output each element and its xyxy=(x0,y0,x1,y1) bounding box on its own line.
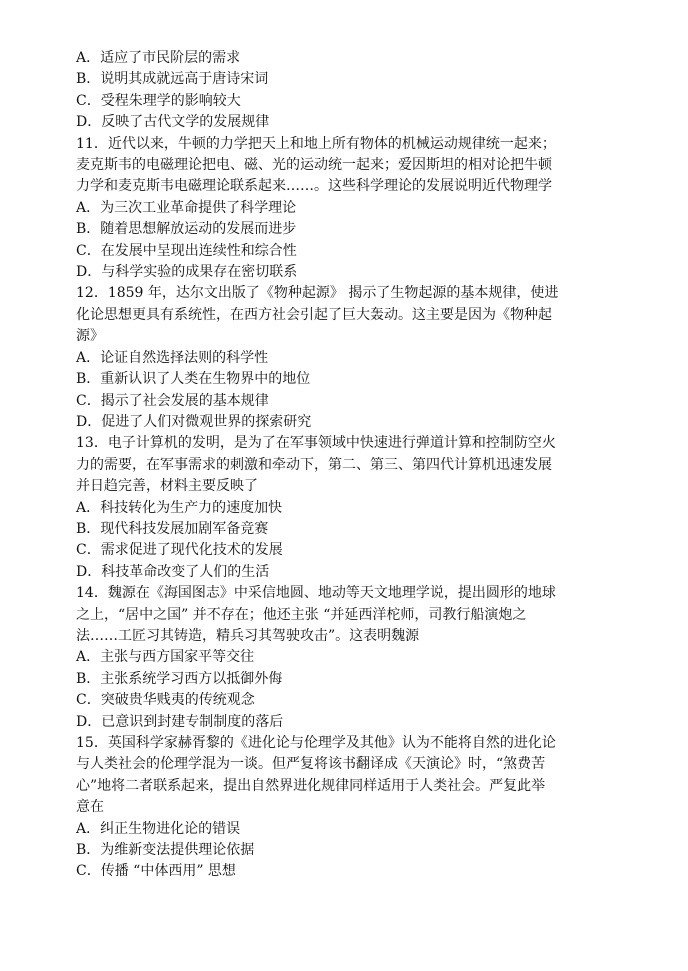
option-c: C．在发展中呈现出连续性和综合性 xyxy=(76,242,297,259)
stem-line: 并日趋完善，材料主要反映了 xyxy=(76,478,258,495)
option-a: A．论证自然选择法则的科学性 xyxy=(76,349,269,366)
question-stem xyxy=(76,134,616,198)
option-b: B．现代科技发展加剧军备竞赛 xyxy=(76,520,269,537)
option-c: C．传播 “中体西用” 思想 xyxy=(76,863,236,880)
option-a: A．适应了市民阶层的需求 xyxy=(76,50,241,66)
stem-line: 麦克斯韦的电磁理论把电、磁、光的运动统一起来；爱因斯坦的相对论把牛顿 xyxy=(76,157,552,174)
option-d: D．反映了古代文学的发展规律 xyxy=(76,114,270,131)
question-stem xyxy=(76,283,616,347)
stem-line: 14．魏源在《海国图志》中采信地圆、地动等天文地理学说，提出圆形的地球 xyxy=(76,585,556,602)
option-d: D．与科学实验的成果存在密切联系 xyxy=(76,264,298,281)
question-stem xyxy=(76,433,616,497)
stem-line: 力学和麦克斯韦电磁理论联系起来……。这些科学理论的发展说明近代物理学 xyxy=(76,178,552,195)
option-b: B．为维新变法提供理论依据 xyxy=(76,842,255,859)
option-a: A．科技转化为生产力的速度加快 xyxy=(76,499,283,516)
stem-line: 心”地将二者联系起来，提出自然界进化规律同样适用于人类社会。严复此举 xyxy=(76,777,546,794)
question-15 xyxy=(76,733,616,883)
option-a: A．主张与西方国家平等交往 xyxy=(76,649,255,666)
stem-line: 11．近代以来，牛顿的力学把天上和地上所有物体的机械运动规律统一起来； xyxy=(76,135,556,152)
option-b: B．随着思想解放运动的发展而进步 xyxy=(76,221,297,238)
question-11 xyxy=(76,134,616,284)
question-12 xyxy=(76,283,616,433)
question-13 xyxy=(76,433,616,583)
option-c: C．需求促进了现代化技术的发展 xyxy=(76,542,283,559)
option-c: C．受程朱理学的影响较大 xyxy=(76,92,241,109)
stem-line: 源》 xyxy=(76,328,104,345)
option-d: D．科技革命改变了人们的生活 xyxy=(76,563,270,580)
question-14 xyxy=(76,583,616,733)
option-a: A．为三次工业革命提供了科学理论 xyxy=(76,199,297,216)
option-d: D．已意识到封建专制制度的落后 xyxy=(76,713,284,730)
option-a: A．纠正生物进化论的错误 xyxy=(76,820,241,837)
stem-line: 与人类社会的伦理学混为一谈。但严复将该书翻译成《天演论》时，“煞费苦 xyxy=(76,756,546,773)
stem-line: 13．电子计算机的发明，是为了在军事领域中快速进行弹道计算和控制防空火 xyxy=(76,435,556,452)
stem-line: 意在 xyxy=(76,799,104,816)
option-d: D．促进了人们对微观世界的探索研究 xyxy=(76,413,312,430)
stem-line: 法……工匠习其铸造，精兵习其驾驶攻击”。这表明魏源 xyxy=(76,627,420,644)
question-stem xyxy=(76,583,616,647)
stem-line: 力的需要，在军事需求的刺激和牵动下，第二、第三、第四代计算机迅速发展 xyxy=(76,456,552,473)
stem-line: 15．英国科学家赫胥黎的《进化论与伦理学及其他》认为不能将自然的进化论 xyxy=(76,735,556,751)
option-b: B．主张系统学习西方以抵御外侮 xyxy=(76,670,283,687)
question-stem xyxy=(76,733,616,819)
option-c: C．突破贵华贱夷的传统观念 xyxy=(76,692,255,709)
stem-line: 化论思想更具有系统性，在西方社会引起了巨大轰动。这主要是因为《物种起 xyxy=(76,306,552,323)
stem-line: 之上，“居中之国” 并不存在；他还主张 “并延西洋柁师，司教行船演炮之 xyxy=(76,606,527,623)
exam-page xyxy=(76,48,616,883)
stem-line: 12．1859 年，达尔文出版了《物种起源》 揭示了生物起源的基本规律，使进 xyxy=(76,285,559,302)
option-c: C．揭示了社会发展的基本规律 xyxy=(76,392,269,409)
option-b: B．重新认识了人类在生物界中的地位 xyxy=(76,371,311,388)
question-10-options xyxy=(76,48,616,134)
option-b: B．说明其成就远高于唐诗宋词 xyxy=(76,71,269,88)
